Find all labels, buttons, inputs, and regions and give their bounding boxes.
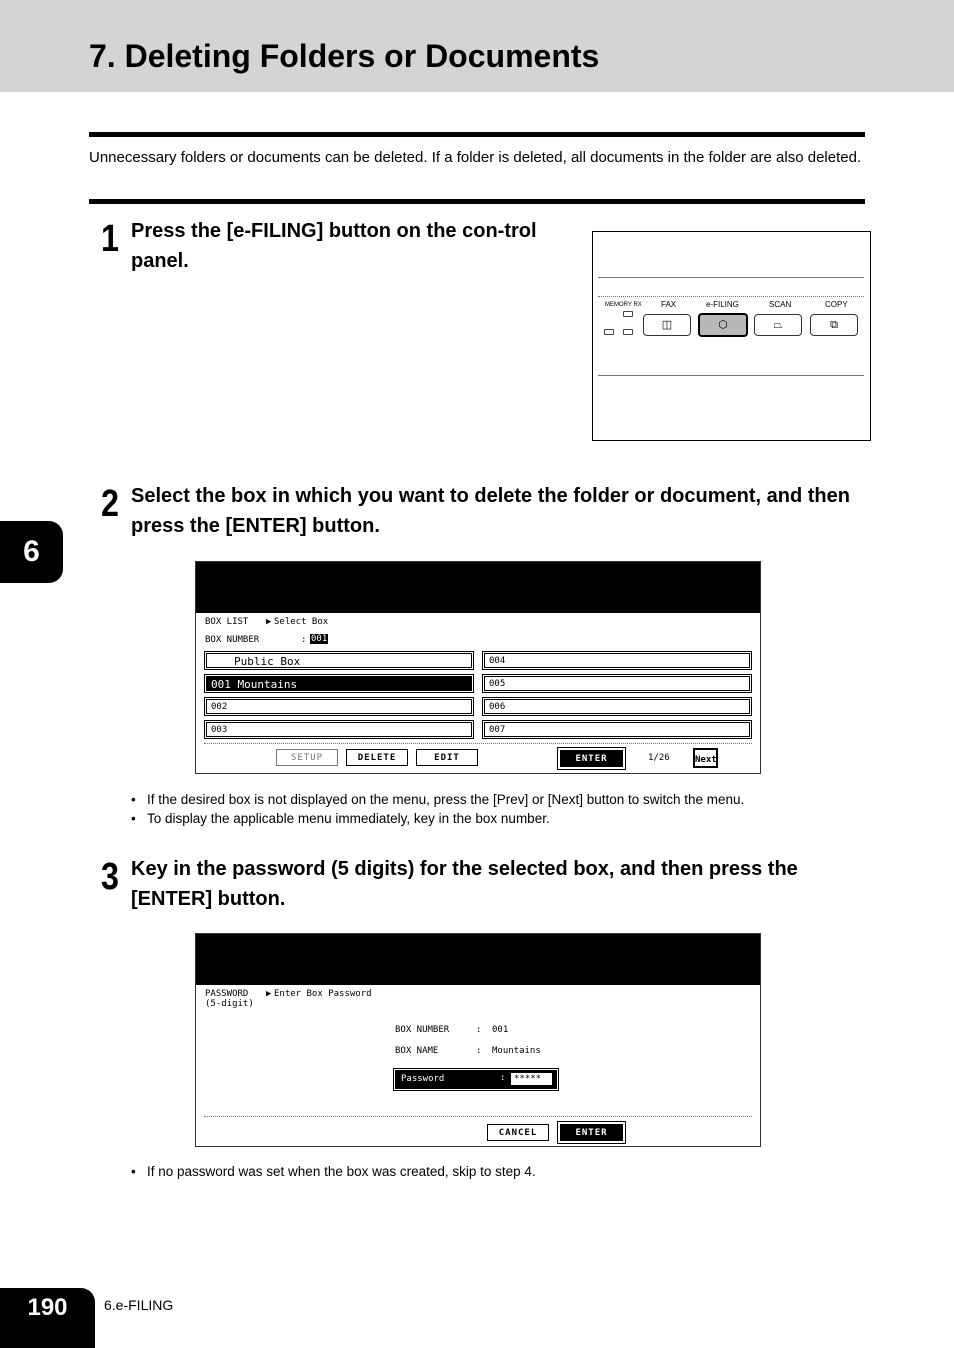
step-3-text: Key in the password (5 digits) for the selected box, and then press the [ENTER] button.: [131, 858, 798, 910]
box-number-label: BOX NUMBER: [395, 1025, 450, 1035]
intro-text: Unnecessary folders or documents can be deleted. If a folder is deleted, all documents in the folder are also deleted.: [89, 149, 862, 166]
breadcrumb-arrow-icon: ▶: [266, 617, 272, 627]
memory-rx-led: [623, 311, 633, 317]
scan-label: SCAN: [769, 300, 792, 309]
efiling-button[interactable]: [698, 313, 748, 337]
password-screen: [195, 933, 761, 1147]
box-number-value: 001: [492, 1025, 509, 1035]
box-list-screen: [195, 561, 761, 774]
step-2-number: 2: [101, 483, 119, 525]
box-number-input[interactable]: 001: [311, 634, 328, 644]
box-number-sep: :: [301, 635, 307, 645]
page-title: 7. Deleting Folders or Documents: [89, 38, 600, 74]
scan-icon: ⏢: [773, 319, 783, 331]
box-public[interactable]: Public Box: [206, 653, 472, 668]
box-name-sep: :: [476, 1046, 482, 1056]
fax-button[interactable]: [643, 314, 691, 336]
chapter-tab: 6: [0, 521, 63, 583]
next-button[interactable]: Next: [693, 748, 718, 768]
password-field[interactable]: [395, 1070, 557, 1089]
top-rule: [89, 132, 865, 137]
scan-button[interactable]: [754, 314, 802, 336]
enter-button[interactable]: ENTER: [560, 1124, 623, 1141]
efiling-label: e-FILING: [706, 300, 739, 309]
fax-label: FAX: [661, 300, 677, 309]
delete-button[interactable]: DELETE: [346, 749, 408, 766]
box-006[interactable]: 006: [484, 699, 750, 714]
fax-icon: ◫: [661, 319, 673, 331]
copy-button[interactable]: [810, 314, 858, 336]
step-3-notes: [131, 1162, 536, 1181]
efiling-icon: ⬡: [718, 319, 728, 331]
setup-button[interactable]: SETUP: [276, 749, 338, 766]
screen-header-bar: [196, 934, 760, 985]
edit-button[interactable]: EDIT: [416, 749, 478, 766]
box-004[interactable]: 004: [484, 653, 750, 668]
box-name-label: BOX NAME: [395, 1046, 439, 1056]
panel-divider-labels: [598, 296, 864, 297]
box-005[interactable]: 005: [484, 676, 750, 691]
box-number-label: BOX NUMBER: [205, 635, 260, 645]
indicator-led-1: [604, 329, 614, 335]
breadcrumb: BOX LIST: [205, 617, 249, 627]
page-number: 190: [0, 1288, 95, 1348]
screen-header-bar: [196, 562, 760, 613]
password-sep: :: [500, 1073, 506, 1083]
breadcrumb-sub: Enter Box Password: [274, 989, 372, 999]
cancel-button[interactable]: CANCEL: [487, 1124, 549, 1141]
list-item: • If no password was set when the box was created, skip to step 4.: [131, 1164, 536, 1179]
box-001[interactable]: 001 Mountains: [206, 676, 472, 691]
password-input[interactable]: *****: [511, 1073, 552, 1085]
intro-bottom-rule: [89, 199, 865, 204]
footer-chapter-label: 6.e-FILING: [104, 1297, 174, 1313]
breadcrumb-line2: (5-digit): [205, 999, 254, 1009]
control-panel-illustration: [592, 231, 871, 441]
list-item: • To display the applicable menu immediately, key in the box number.: [131, 811, 550, 826]
panel-divider-top: [598, 277, 864, 278]
panel-divider-bottom: [598, 375, 864, 376]
breadcrumb-sub: Select Box: [274, 617, 329, 627]
box-007[interactable]: 007: [484, 722, 750, 737]
box-003[interactable]: 003: [206, 722, 472, 737]
step-2-text: Select the box in which you want to delete the folder or document, and then press the [ENTER] button.: [131, 485, 850, 537]
password-label: Password: [401, 1074, 445, 1084]
step-1-number: 1: [101, 218, 119, 260]
step-2-notes: [131, 790, 744, 828]
memory-rx-label: MEMORY RX: [605, 302, 642, 308]
breadcrumb: PASSWORD: [205, 989, 249, 999]
indicator-led-2: [623, 329, 633, 335]
list-item: • If the desired box is not displayed on the menu, press the [Prev] or [Next] button to switch the menu.: [131, 792, 745, 807]
copy-icon: ⧉: [830, 319, 838, 331]
page-indicator: 1/26: [648, 753, 670, 763]
copy-label: COPY: [825, 300, 848, 309]
screen-divider: [204, 1116, 752, 1117]
box-name-value: Mountains: [492, 1046, 541, 1056]
box-number-sep: :: [476, 1025, 482, 1035]
enter-button[interactable]: ENTER: [560, 750, 623, 767]
breadcrumb-arrow-icon: ▶: [266, 989, 272, 999]
box-002[interactable]: 002: [206, 699, 472, 714]
screen-divider: [204, 743, 752, 744]
step-1-text: Press the [e-FILING] button on the con-trol panel.: [131, 220, 537, 272]
step-3-number: 3: [101, 856, 119, 898]
